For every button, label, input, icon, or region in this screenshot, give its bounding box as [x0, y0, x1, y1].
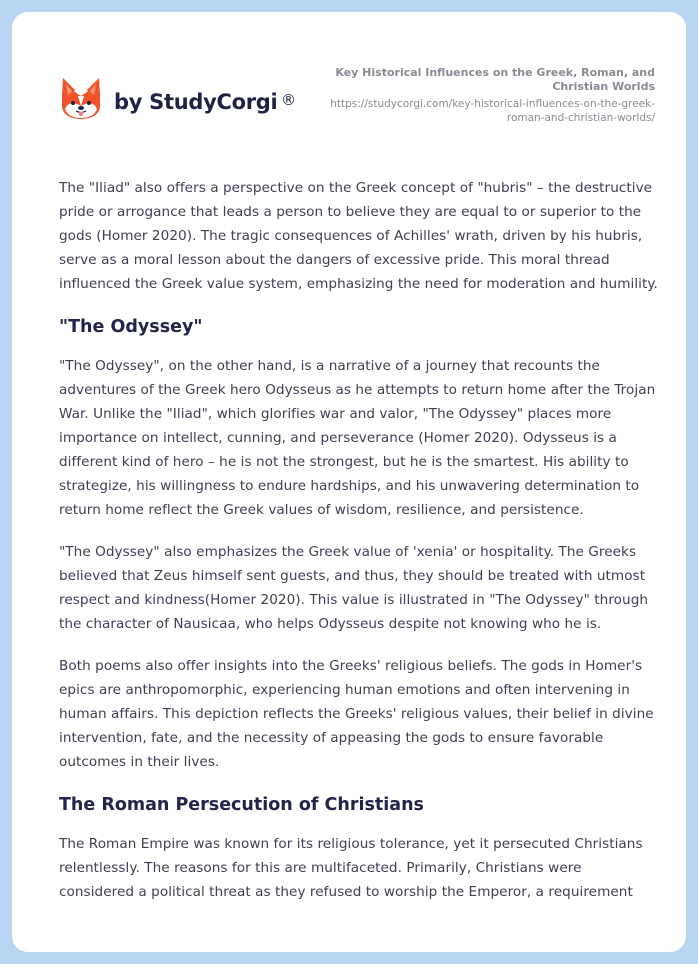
registered-mark: ® — [281, 91, 296, 109]
document-card — [12, 12, 686, 952]
paragraph-religious-beliefs: Both poems also offer insights into the Greeks' religious beliefs. The gods in Homer's epics are anthropomorphic, experiencing human emotions and often intervening in human affairs. This depiction reflects the Greeks' religious values, their belief in divine intervention, fate, and the necessity of appeasing the gods to ensure favorable outcomes in their lives. — [59, 658, 654, 770]
document-url[interactable]: https://studycorgi.com/key-historical-influences-on-the-greek-roman-and-christian-worlds/ — [330, 98, 655, 124]
corgi-logo-icon — [60, 76, 102, 120]
article-body — [59, 176, 659, 922]
document-title: Key Historical Influences on the Greek, Roman, and Christian Worlds — [335, 66, 655, 93]
paragraph-odyssey-journey: "The Odyssey", on the other hand, is a narrative of a journey that recounts the adventures of the Greek hero Odysseus as he attempts to return home after the Trojan War. Unlike the "Iliad", which glorifies war and valor, "The Odyssey" places more importance on intellect, cunning, and perseverance (Homer 2020). Odysseus is a different kind of hero – he is not the strongest, but he is the smartest. His ability to strategize, his willingness to endure hardships, and his unwavering determination to return home reflect the Greek values of wisdom, resilience, and persistence. — [59, 358, 656, 518]
heading-roman-persecution: The Roman Persecution of Christians — [59, 795, 424, 815]
heading-odyssey: "The Odyssey" — [59, 317, 203, 337]
paragraph-xenia: "The Odyssey" also emphasizes the Greek value of 'xenia' or hospitality. The Greeks believed that Zeus himself sent guests, and thus, they should be treated with utmost respect and kindness(Homer 2020). This value is illustrated in "The Odyssey" through the character of Nausicaa, who helps Odysseus despite not knowing who he is. — [59, 544, 649, 632]
logo-wordmark: by StudyCorgi — [114, 90, 278, 114]
paragraph-roman-empire: The Roman Empire was known for its religious tolerance, yet it persecuted Christians relentlessly. The reasons for this are multifaceted. Primarily, Christians were considered a political threat as they refused to worship the Emperor, a requirement — [59, 836, 643, 900]
paragraph-hubris: The "Iliad" also offers a perspective on the Greek concept of "hubris" – the destructive pride or arrogance that leads a person to believe they are equal to or superior to the gods (Homer 2020). The tragic consequences of Achilles' wrath, driven by his hubris, serve as a moral lesson about the dangers of excessive pride. This moral thread influenced the Greek value system, emphasizing the need for moderation and humility. — [59, 180, 658, 292]
document-meta — [325, 66, 655, 125]
document-header — [12, 12, 686, 162]
studycorgi-logo[interactable] — [60, 76, 296, 120]
